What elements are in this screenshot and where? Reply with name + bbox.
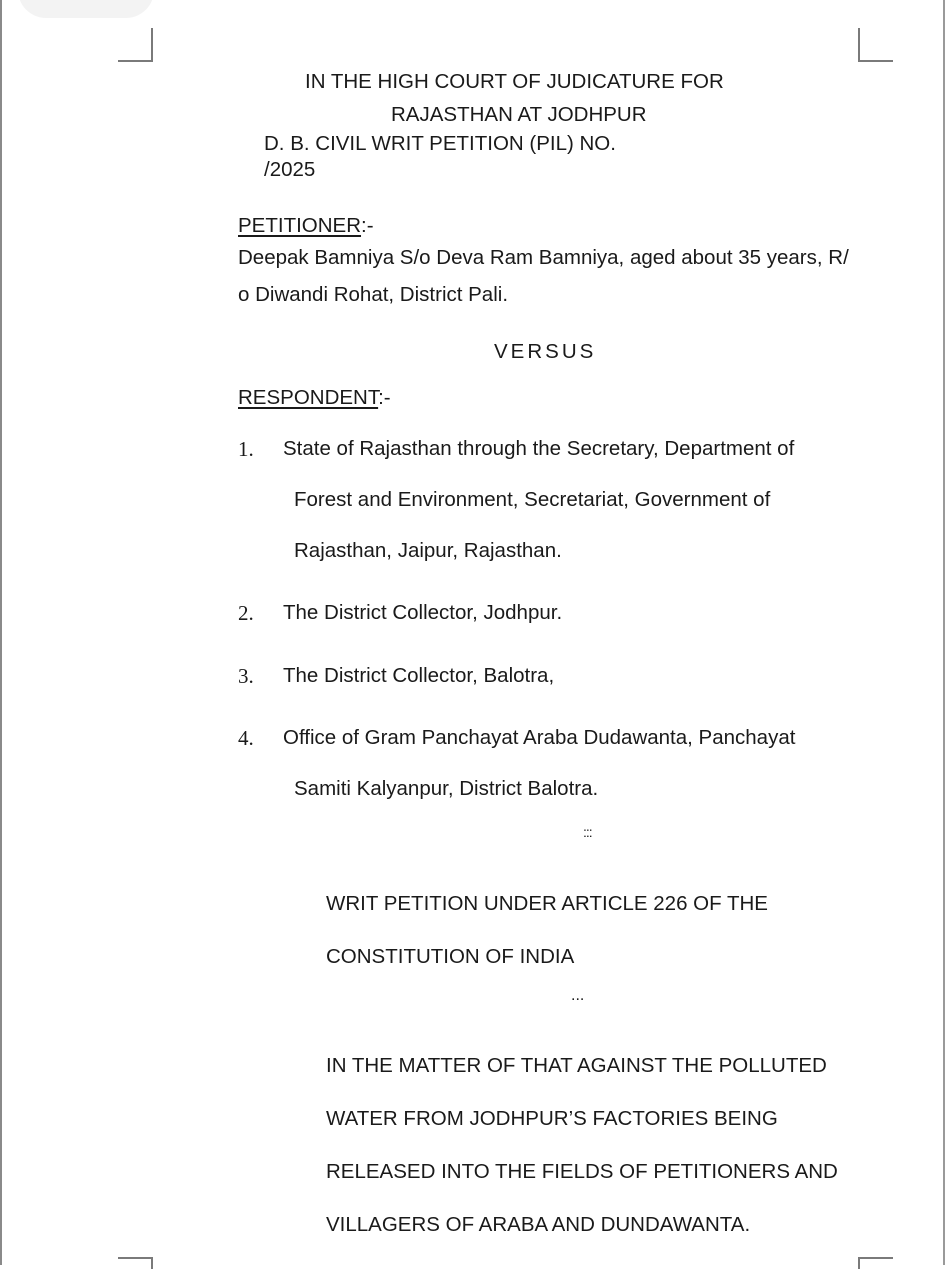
respondent-number: 1. xyxy=(238,437,254,461)
respondent-line: The District Collector, Balotra, xyxy=(283,664,555,687)
respondent-heading xyxy=(238,386,391,411)
matter-line: RELEASED INTO THE FIELDS OF PETITIONERS AND xyxy=(326,1160,838,1183)
respondent-line: The District Collector, Jodhpur. xyxy=(283,601,563,624)
petitioner-heading xyxy=(238,214,374,239)
petitioner-line2: o Diwandi Rohat, District Pali. xyxy=(238,283,509,306)
respondent-line: Forest and Environment, Secretariat, Government of xyxy=(294,488,771,511)
crop-mark-top-left xyxy=(118,28,153,62)
respondent-number: 4. xyxy=(238,726,254,750)
matter-line: IN THE MATTER OF THAT AGAINST THE POLLUTED xyxy=(326,1054,827,1077)
crop-mark-top-right xyxy=(858,28,893,62)
court-heading-line2: RAJASTHAN AT JODHPUR xyxy=(391,103,647,126)
petitioner-suffix: :- xyxy=(361,214,374,237)
respondent-suffix: :- xyxy=(378,386,391,409)
petitioner-line1: Deepak Bamniya S/o Deva Ram Bamniya, aged about 35 years, R/ xyxy=(238,246,849,269)
respondent-label: RESPONDENT xyxy=(238,386,379,409)
respondent-number: 2. xyxy=(238,601,254,625)
petition-number: D. B. CIVIL WRIT PETITION (PIL) NO. xyxy=(264,132,616,155)
matter-line: VILLAGERS OF ARABA AND DUNDAWANTA. xyxy=(326,1213,751,1236)
matter-line: WATER FROM JODHPUR’S FACTORIES BEING xyxy=(326,1107,778,1130)
separator-colons: ::: xyxy=(583,824,592,840)
crop-mark-bottom-right xyxy=(858,1257,893,1269)
top-overlay-shape xyxy=(18,0,154,18)
crop-mark-bottom-left xyxy=(118,1257,153,1269)
respondent-line: Rajasthan, Jaipur, Rajasthan. xyxy=(294,539,562,562)
separator-dots: ... xyxy=(571,987,585,1004)
writ-line1: WRIT PETITION UNDER ARTICLE 226 OF THE xyxy=(326,892,768,915)
respondent-line: Samiti Kalyanpur, District Balotra. xyxy=(294,777,599,800)
versus-label: VERSUS xyxy=(494,340,597,363)
page-edge-left xyxy=(0,0,2,1265)
respondent-number: 3. xyxy=(238,664,254,688)
petition-year: /2025 xyxy=(264,158,316,181)
respondent-line: State of Rajasthan through the Secretary, Department of xyxy=(283,437,795,460)
petitioner-label: PETITIONER xyxy=(238,214,362,237)
respondent-line: Office of Gram Panchayat Araba Dudawanta, Panchayat xyxy=(283,726,796,749)
writ-line2: CONSTITUTION OF INDIA xyxy=(326,945,575,968)
court-heading-line1: IN THE HIGH COURT OF JUDICATURE FOR xyxy=(305,70,724,93)
